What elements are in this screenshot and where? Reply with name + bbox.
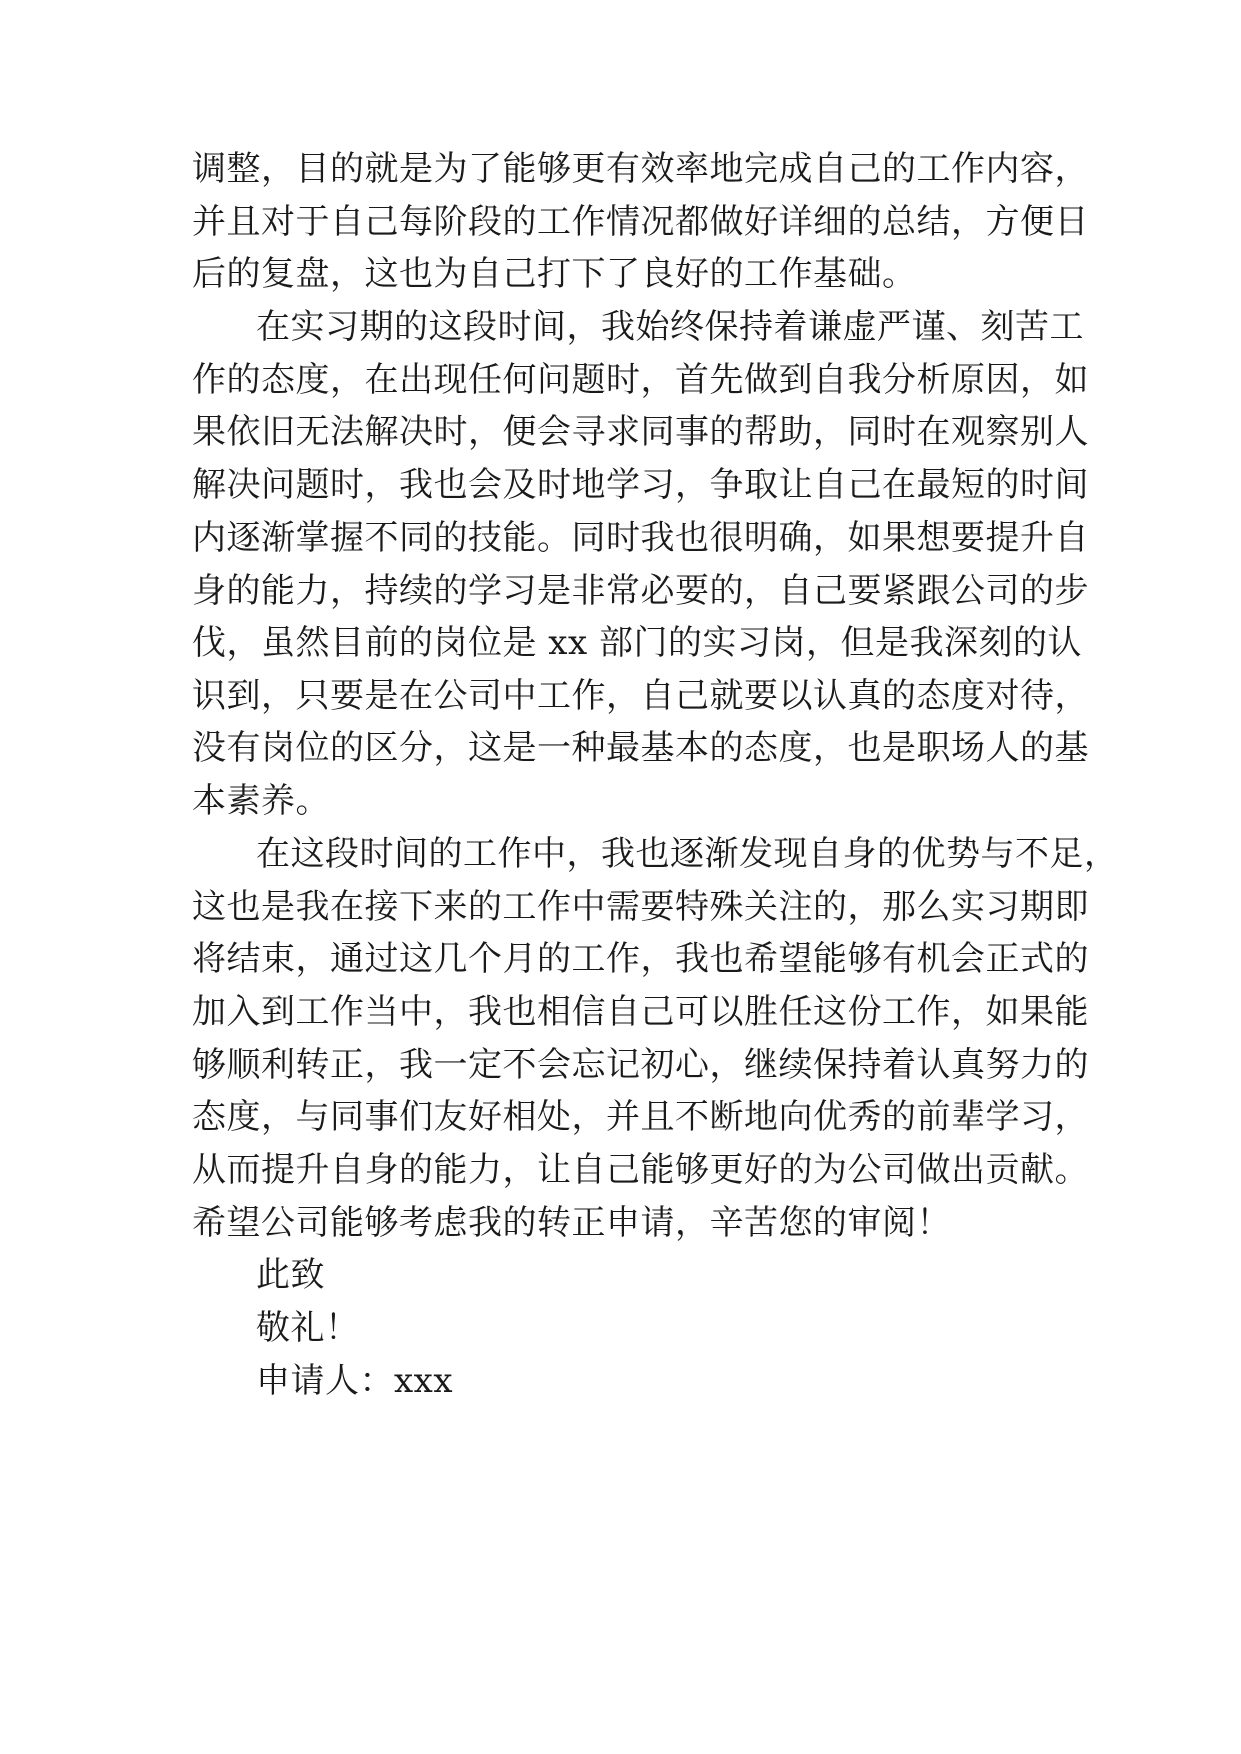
paragraph-2-line: 果依旧无法解决时，便会寻求同事的帮助，同时在观察别人 <box>192 412 1089 452</box>
paragraph-3-line: 这也是我在接下来的工作中需要特殊关注的，那么实习期即 <box>192 887 1089 927</box>
paragraph-2-line: 伐，虽然目前的岗位是 xx 部门的实习岗，但是我深刻的认 <box>192 623 1082 663</box>
paragraph-3-line: 在这段时间的工作中，我也逐渐发现自身的优势与不足， <box>256 834 1119 874</box>
paragraph-2-line: 内逐渐掌握不同的技能。同时我也很明确，如果想要提升自 <box>192 518 1089 558</box>
paragraph-2-line: 在实习期的这段时间，我始终保持着谦虚严谨、刻苦工 <box>256 307 1084 347</box>
paragraph-3-line: 从而提升自身的能力，让自己能够更好的为公司做出贡献。 <box>192 1150 1089 1190</box>
paragraph-2-line: 识到，只要是在公司中工作，自己就要以认真的态度对待， <box>192 676 1089 716</box>
paragraph-2-line: 解决问题时，我也会及时地学习，争取让自己在最短的时间 <box>192 465 1089 505</box>
paragraph-2-line: 作的态度，在出现任何问题时，首先做到自我分析原因，如 <box>192 360 1089 400</box>
paragraph-1-line: 调整，目的就是为了能够更有效率地完成自己的工作内容， <box>192 149 1089 189</box>
paragraph-3-line: 将结束，通过这几个月的工作，我也希望能够有机会正式的 <box>192 939 1089 979</box>
closing-signature: 申请人：xxx <box>256 1361 454 1401</box>
paragraph-2-line: 没有岗位的区分，这是一种最基本的态度，也是职场人的基 <box>192 728 1089 768</box>
paragraph-3-line: 够顺利转正，我一定不会忘记初心，继续保持着认真努力的 <box>192 1045 1089 1085</box>
paragraph-3-line: 态度，与同事们友好相处，并且不断地向优秀的前辈学习， <box>192 1097 1089 1137</box>
paragraph-3-line: 加入到工作当中，我也相信自己可以胜任这份工作，如果能 <box>192 992 1089 1032</box>
paragraph-2-line: 身的能力，持续的学习是非常必要的，自己要紧跟公司的步 <box>192 571 1089 611</box>
closing-salutation: 此致 <box>256 1255 325 1295</box>
paragraph-1-line: 后的复盘，这也为自己打下了良好的工作基础。 <box>192 254 917 294</box>
paragraph-2-line: 本素养。 <box>192 781 330 821</box>
paragraph-1-line: 并且对于自己每阶段的工作情况都做好详细的总结，方便日 <box>192 202 1089 242</box>
paragraph-3-line: 希望公司能够考虑我的转正申请，辛苦您的审阅！ <box>192 1203 951 1243</box>
closing-regards: 敬礼！ <box>256 1308 360 1348</box>
